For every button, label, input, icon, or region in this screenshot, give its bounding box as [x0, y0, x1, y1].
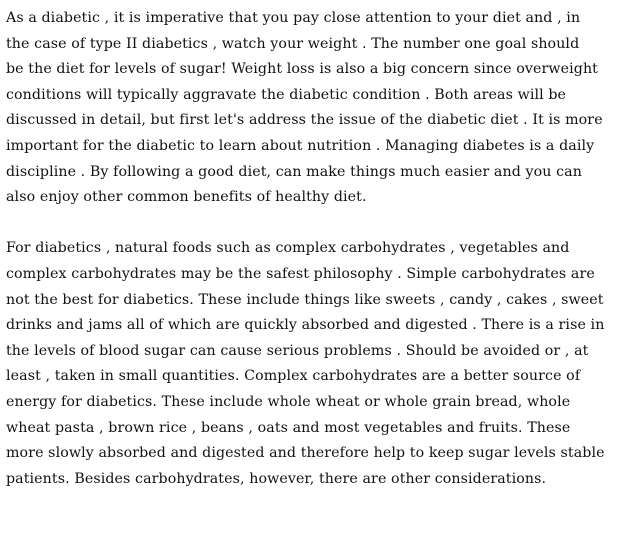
text-line: least , taken in small quantities. Complex carbohydrates are a better source of — [6, 368, 581, 385]
text-line: As a diabetic , it is imperative that you pay close attention to your diet and , in — [6, 10, 581, 26]
text-line: drinks and jams all of which are quickly absorbed and digested . There is a rise in — [6, 317, 605, 334]
text-line: be the diet for levels of sugar! Weight loss is also a big concern since overweight — [6, 61, 598, 78]
text-line: the levels of blood sugar can cause serious problems . Should be avoided or , at — [6, 342, 589, 359]
paragraph-carbohydrates — [6, 236, 627, 492]
text-line: energy for diabetics. These include whole wheat or whole grain bread, whole — [6, 393, 571, 410]
text-line: wheat pasta , brown rice , beans , oats and most vegetables and fruits. These — [6, 419, 571, 436]
text-line: also enjoy other common benefits of healthy diet. — [6, 189, 367, 206]
paragraph-diabetic-diet-intro — [6, 6, 627, 211]
text-line: important for the diabetic to learn about nutrition . Managing diabetes is a daily — [6, 137, 595, 154]
text-line: discipline . By following a good diet, can make things much easier and you can — [6, 163, 582, 180]
text-line: conditions will typically aggravate the diabetic condition . Both areas will be — [6, 86, 567, 103]
text-line: complex carbohydrates may be the safest philosophy . Simple carbohydrates are — [6, 265, 595, 282]
text-line: not the best for diabetics. These include things like sweets , candy , cakes , sweet — [6, 291, 604, 308]
text-line: patients. Besides carbohydrates, however, there are other considerations. — [6, 470, 547, 487]
text-line: the case of type II diabetics , watch your weight . The number one goal should — [6, 35, 580, 52]
paragraph-spacer — [6, 211, 627, 237]
text-line: For diabetics , natural foods such as complex carbohydrates , vegetables and — [6, 240, 570, 257]
text-line: more slowly absorbed and digested and therefore help to keep sugar levels stable — [6, 445, 605, 462]
text-line: discussed in detail, but first let's address the issue of the diabetic diet . It is more — [6, 112, 603, 129]
